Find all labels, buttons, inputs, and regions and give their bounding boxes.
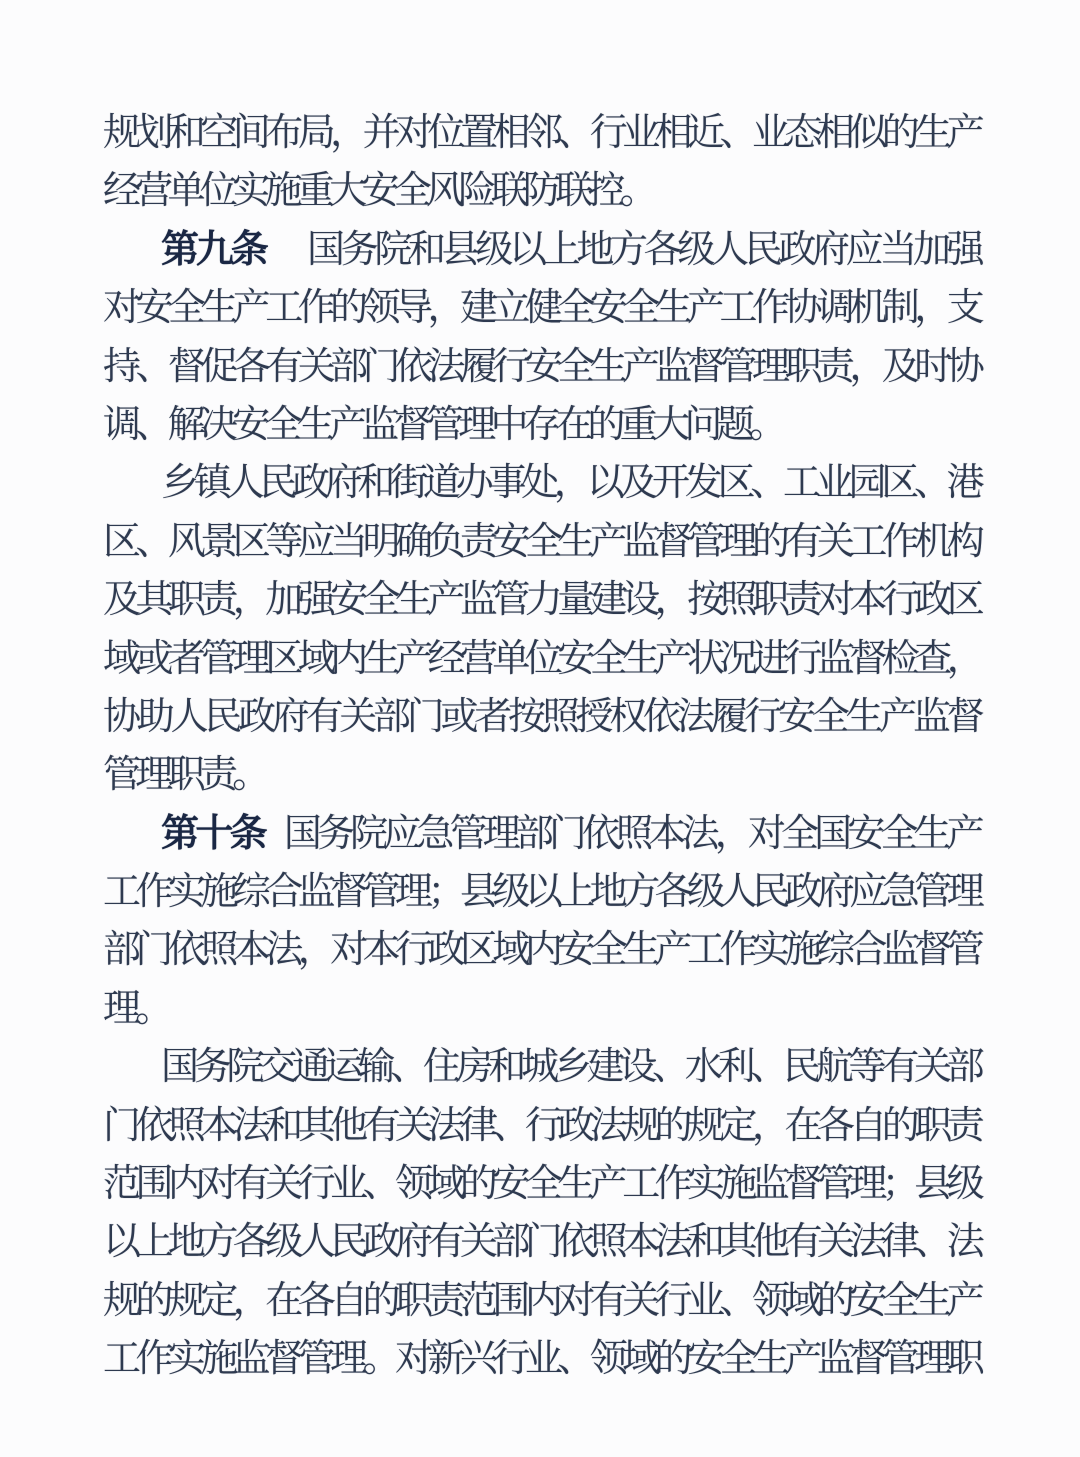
line-text: 经营单位实施重大安全风险联防联控。 [103, 170, 653, 213]
article-line [103, 221, 979, 279]
text-line [103, 980, 979, 1038]
line-text: 规划和空间布局，并对位置相邻、行业相近、业态相似的生产 [103, 112, 979, 154]
text-line [103, 1097, 979, 1155]
line-text: 工作实施综合监督管理；县级以上地方各级人民政府应急管理 [103, 871, 979, 914]
line-text: 区、风景区等应当明确负责安全生产监督管理的有关工作机构 [103, 520, 979, 563]
line-text: 协助人民政府有关部门或者按照授权依法履行安全生产监督 [103, 695, 979, 738]
line-text: 规的规定，在各自的职责范围内对有关行业、领域的安全生产 [103, 1279, 979, 1322]
document-content [103, 104, 979, 1389]
text-line [103, 279, 979, 337]
line-text: 域或者管理区域内生产经营单位安全生产状况进行监督检查， [103, 637, 979, 680]
text-line [103, 688, 979, 746]
line-text: 理。 [103, 987, 168, 1030]
line-text: 管理职责。 [103, 754, 265, 797]
line-text: 门依照本法和其他有关法律、行政法规的规定，在各自的职责 [103, 1104, 979, 1147]
line-text: 国务院和县级以上地方各级人民政府应当加强 [305, 228, 979, 271]
text-line [103, 338, 979, 396]
text-line [103, 571, 979, 629]
article-number: 第十条 [161, 812, 265, 855]
line-text: 国务院交通运输、住房和城乡建设、水利、民航等有关部 [161, 1046, 979, 1089]
line-text: 国务院应急管理部门依照本法，对全国安全生产 [283, 812, 979, 855]
text-line [103, 1038, 979, 1096]
line-text: 以上地方各级人民政府有关部门依照本法和其他有关法律、法 [103, 1221, 979, 1264]
text-line [103, 863, 979, 921]
text-line [103, 1272, 979, 1330]
line-text: 对安全生产工作的领导，建立健全安全生产工作协调机制，支 [103, 287, 979, 330]
line-text: 部门依照本法，对本行政区域内安全生产工作实施综合监督管 [103, 929, 979, 972]
text-line [103, 162, 979, 220]
text-line [103, 746, 979, 804]
line-text: 持、督促各有关部门依法履行安全生产监督管理职责，及时协 [103, 345, 979, 388]
text-line [103, 921, 979, 979]
line-text: 及其职责，加强安全生产监管力量建设，按照职责对本行政区 [103, 579, 979, 622]
text-line [103, 396, 979, 454]
line-text: 调、解决安全生产监督管理中存在的重大问题。 [103, 403, 782, 446]
text-line [103, 454, 979, 512]
text-line [103, 104, 979, 162]
text-line [103, 513, 979, 571]
line-text: 乡镇人民政府和街道办事处，以及开发区、工业园区、港 [161, 462, 979, 505]
line-text: 范围内对有关行业、领域的安全生产工作实施监督管理；县级 [103, 1163, 979, 1206]
text-line [103, 630, 979, 688]
text-line [103, 1213, 979, 1271]
article-number: 第九条 [161, 228, 266, 271]
article-line [103, 805, 979, 863]
text-line [103, 1155, 979, 1213]
line-text: 工作实施监督管理。对新兴行业、领域的安全生产监督管理职 [103, 1338, 979, 1381]
text-line [103, 1330, 979, 1388]
